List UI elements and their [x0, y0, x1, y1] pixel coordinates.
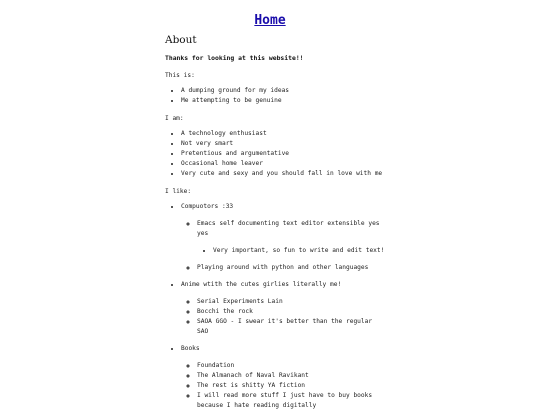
list-item-anime — [181, 280, 385, 337]
list-item — [197, 219, 385, 256]
i-am-list — [165, 129, 385, 179]
this-is-label: This is: — [165, 72, 195, 79]
list-item: ◦ I will read more stuff I just have to buy books because I hate reading digitally — [197, 391, 385, 411]
list-item: • A technology enthusiast — [181, 129, 385, 139]
list-item-label: Books — [181, 345, 200, 352]
list-item: • Me attempting to be genuine — [181, 96, 385, 106]
list-item: ◦ The rest is shitty YA fiction — [197, 381, 385, 391]
list-item-label: Emacs self documenting text editor extensible yes yes — [197, 220, 380, 237]
about-section — [165, 34, 385, 420]
list-item: ◦ Foundation — [197, 361, 385, 371]
list-item-label: Anime wtith the cutes girlies literally me! — [181, 281, 342, 288]
anime-sublist — [181, 297, 385, 337]
top-nav — [0, 0, 540, 27]
list-item-computers — [181, 202, 385, 273]
list-item-label: Compuotors :33 — [181, 203, 234, 210]
list-item: • Very important, so fun to write and edit text! — [213, 246, 385, 256]
list-item: ◦ Playing around with python and other languages — [197, 263, 385, 273]
list-item: • Not very smart — [181, 139, 385, 149]
list-item-books — [181, 344, 385, 411]
list-item: • A dumping ground for my ideas — [181, 86, 385, 96]
thanks-text: Thanks for looking at this website!! — [165, 54, 304, 62]
computers-sublist — [181, 219, 385, 273]
i-am-label: I am: — [165, 115, 184, 122]
books-sublist — [181, 361, 385, 411]
list-item: • Pretentious and argumentative — [181, 149, 385, 159]
this-is-list — [165, 86, 385, 106]
i-like-list — [165, 202, 385, 411]
list-item: • Very cute and sexy and you should fall in love with me — [181, 169, 385, 179]
list-item: ◦ Serial Experiments Lain — [197, 297, 385, 307]
list-item: ◦ Bocchi the rock — [197, 307, 385, 317]
i-like-label: I like: — [165, 188, 192, 195]
list-item: ◦ SAOA GGO - I swear it's better than the regular SAO — [197, 317, 385, 337]
home-link[interactable]: Home — [254, 13, 286, 28]
emacs-sublist — [197, 246, 385, 256]
list-item: • Occasional home leaver — [181, 159, 385, 169]
page-title: About — [165, 34, 197, 46]
list-item: ◦ The Almanach of Naval Ravikant — [197, 371, 385, 381]
